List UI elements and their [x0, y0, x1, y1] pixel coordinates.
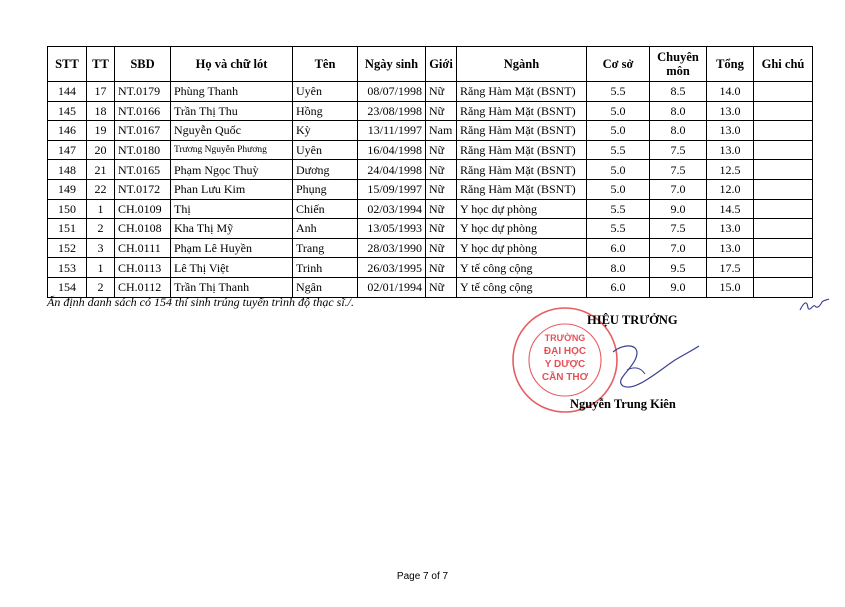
- cell-ngay-sinh: 13/05/1993: [358, 219, 426, 239]
- cell-co-so: 8.0: [587, 258, 650, 278]
- cell-co-so: 5.5: [587, 82, 650, 102]
- cell-gioi: Nữ: [426, 101, 457, 121]
- cell-tong: 13.0: [707, 219, 754, 239]
- cell-tong: 13.0: [707, 121, 754, 141]
- cell-stt: 149: [48, 179, 87, 199]
- header-sbd: SBD: [115, 47, 171, 82]
- cell-tong: 14.0: [707, 82, 754, 102]
- seal-text: ĐẠI HỌC: [543, 346, 587, 357]
- table-row: [48, 179, 813, 199]
- cell-ngay-sinh: 15/09/1997: [358, 179, 426, 199]
- cell-nganh: Y tế công cộng: [457, 277, 587, 297]
- cell-ten: Uyên: [293, 140, 358, 160]
- cell-sbd: NT.0166: [115, 101, 171, 121]
- cell-ngay-sinh: 08/07/1998: [358, 82, 426, 102]
- cell-chuyen-mon: 8.5: [650, 82, 707, 102]
- cell-nganh: Y học dự phòng: [457, 219, 587, 239]
- cell-ghi-chu: [754, 179, 813, 199]
- cell-tong: 13.0: [707, 238, 754, 258]
- cell-tt: 17: [87, 82, 115, 102]
- cell-ghi-chu: [754, 82, 813, 102]
- cell-ngay-sinh: 13/11/1997: [358, 121, 426, 141]
- cell-nganh: Y học dự phòng: [457, 238, 587, 258]
- cell-tt: 19: [87, 121, 115, 141]
- handwritten-signature: [605, 330, 705, 400]
- cell-ngay-sinh: 02/03/1994: [358, 199, 426, 219]
- cell-tong: 12.5: [707, 160, 754, 180]
- cell-ghi-chu: [754, 160, 813, 180]
- cell-tt: 21: [87, 160, 115, 180]
- cell-ho-lot: Phạm Lê Huyền: [171, 238, 293, 258]
- cell-nganh: Y tế công cộng: [457, 258, 587, 278]
- cell-tong: 13.0: [707, 101, 754, 121]
- cell-chuyen-mon: 8.0: [650, 121, 707, 141]
- cell-tt: 20: [87, 140, 115, 160]
- cell-gioi: Nữ: [426, 277, 457, 297]
- cell-co-so: 5.5: [587, 199, 650, 219]
- cell-nganh: Răng Hàm Mặt (BSNT): [457, 140, 587, 160]
- cell-stt: 152: [48, 238, 87, 258]
- header-tong: Tổng: [707, 47, 754, 82]
- cell-gioi: Nữ: [426, 219, 457, 239]
- cell-ngay-sinh: 24/04/1998: [358, 160, 426, 180]
- cell-tt: 1: [87, 258, 115, 278]
- cell-gioi: Nam: [426, 121, 457, 141]
- cell-nganh: Y học dự phòng: [457, 199, 587, 219]
- cell-tong: 15.0: [707, 277, 754, 297]
- cell-tt: 22: [87, 179, 115, 199]
- cell-ho-lot: Trần Thị Thu: [171, 101, 293, 121]
- cell-sbd: CH.0111: [115, 238, 171, 258]
- cell-tt: 2: [87, 277, 115, 297]
- cell-gioi: Nữ: [426, 258, 457, 278]
- cell-chuyen-mon: 7.0: [650, 238, 707, 258]
- cell-tong: 17.5: [707, 258, 754, 278]
- cell-stt: 153: [48, 258, 87, 278]
- header-ho-lot: Họ và chữ lót: [171, 47, 293, 82]
- cell-chuyen-mon: 9.5: [650, 258, 707, 278]
- cell-sbd: NT.0179: [115, 82, 171, 102]
- header-tt: TT: [87, 47, 115, 82]
- cell-gioi: Nữ: [426, 199, 457, 219]
- table-row: [48, 238, 813, 258]
- cell-ghi-chu: [754, 219, 813, 239]
- cell-co-so: 5.5: [587, 140, 650, 160]
- cell-tt: 1: [87, 199, 115, 219]
- cell-sbd: CH.0109: [115, 199, 171, 219]
- cell-ho-lot: Lê Thị Việt: [171, 258, 293, 278]
- cell-ghi-chu: [754, 258, 813, 278]
- seal-text: Y DƯỢC: [544, 359, 586, 370]
- header-chuyen-mon: Chuyên môn: [650, 47, 707, 82]
- cell-co-so: 6.0: [587, 238, 650, 258]
- table-row: [48, 140, 813, 160]
- cell-chuyen-mon: 9.0: [650, 199, 707, 219]
- cell-ho-lot: Nguyễn Quốc: [171, 121, 293, 141]
- cell-ten: Dương: [293, 160, 358, 180]
- cell-ho-lot: Phùng Thanh: [171, 82, 293, 102]
- cell-gioi: Nữ: [426, 82, 457, 102]
- cell-tong: 13.0: [707, 140, 754, 160]
- signature-block: [510, 305, 730, 415]
- table-row: [48, 219, 813, 239]
- seal-text: TRƯỜNG: [544, 333, 586, 343]
- cell-stt: 147: [48, 140, 87, 160]
- cell-sbd: CH.0108: [115, 219, 171, 239]
- cell-chuyen-mon: 7.5: [650, 219, 707, 239]
- page-number: Page 7 of 7: [396, 571, 449, 582]
- cell-chuyen-mon: 8.0: [650, 101, 707, 121]
- header-nganh: Ngành: [457, 47, 587, 82]
- signer-name: Nguyễn Trung Kiên: [570, 397, 676, 411]
- cell-ngay-sinh: 16/04/1998: [358, 140, 426, 160]
- cell-co-so: 6.0: [587, 277, 650, 297]
- cell-stt: 145: [48, 101, 87, 121]
- cell-co-so: 5.0: [587, 101, 650, 121]
- table-row: [48, 121, 813, 141]
- cell-gioi: Nữ: [426, 140, 457, 160]
- cell-nganh: Răng Hàm Mặt (BSNT): [457, 179, 587, 199]
- closing-note: Ấn định danh sách có 154 thí sinh trúng tuyển trình độ thạc sĩ./.: [47, 295, 354, 309]
- cell-ten: Kỳ: [293, 121, 358, 141]
- cell-stt: 154: [48, 277, 87, 297]
- cell-sbd: NT.0180: [115, 140, 171, 160]
- cell-ghi-chu: [754, 101, 813, 121]
- cell-ten: Ngân: [293, 277, 358, 297]
- cell-ngay-sinh: 02/01/1994: [358, 277, 426, 297]
- cell-sbd: CH.0113: [115, 258, 171, 278]
- cell-ten: Anh: [293, 219, 358, 239]
- cell-tt: 2: [87, 219, 115, 239]
- cell-sbd: NT.0172: [115, 179, 171, 199]
- cell-sbd: NT.0167: [115, 121, 171, 141]
- header-stt: STT: [48, 47, 87, 82]
- cell-ngay-sinh: 26/03/1995: [358, 258, 426, 278]
- cell-stt: 146: [48, 121, 87, 141]
- table-row: [48, 160, 813, 180]
- cell-ghi-chu: [754, 277, 813, 297]
- cell-chuyen-mon: 7.5: [650, 140, 707, 160]
- cell-co-so: 5.0: [587, 121, 650, 141]
- handwritten-initial: [798, 296, 830, 316]
- table-row: [48, 101, 813, 121]
- cell-ho-lot: Kha Thị Mỹ: [171, 219, 293, 239]
- cell-ghi-chu: [754, 121, 813, 141]
- cell-stt: 148: [48, 160, 87, 180]
- cell-ho-lot: Trần Thị Thanh: [171, 277, 293, 297]
- cell-nganh: Răng Hàm Mặt (BSNT): [457, 82, 587, 102]
- table-row: [48, 258, 813, 278]
- header-ten: Tên: [293, 47, 358, 82]
- cell-stt: 144: [48, 82, 87, 102]
- cell-nganh: Răng Hàm Mặt (BSNT): [457, 121, 587, 141]
- cell-chuyen-mon: 7.0: [650, 179, 707, 199]
- cell-chuyen-mon: 9.0: [650, 277, 707, 297]
- cell-ten: Trinh: [293, 258, 358, 278]
- cell-sbd: NT.0165: [115, 160, 171, 180]
- cell-ho-lot: Trương Nguyễn Phương: [171, 140, 293, 160]
- cell-ngay-sinh: 28/03/1990: [358, 238, 426, 258]
- cell-nganh: Răng Hàm Mặt (BSNT): [457, 101, 587, 121]
- cell-gioi: Nữ: [426, 160, 457, 180]
- cell-tong: 14.5: [707, 199, 754, 219]
- header-ngay-sinh: Ngày sinh: [358, 47, 426, 82]
- table-body: [48, 82, 813, 298]
- cell-ghi-chu: [754, 140, 813, 160]
- header-ghi-chu: Ghi chú: [754, 47, 813, 82]
- cell-ho-lot: Thị: [171, 199, 293, 219]
- cell-co-so: 5.0: [587, 160, 650, 180]
- table-row: [48, 199, 813, 219]
- seal-text: CẦN THƠ: [541, 372, 589, 383]
- cell-tt: 18: [87, 101, 115, 121]
- cell-gioi: Nữ: [426, 179, 457, 199]
- cell-stt: 151: [48, 219, 87, 239]
- cell-ten: Phụng: [293, 179, 358, 199]
- table-row: [48, 82, 813, 102]
- cell-tt: 3: [87, 238, 115, 258]
- cell-gioi: Nữ: [426, 238, 457, 258]
- cell-ghi-chu: [754, 199, 813, 219]
- cell-chuyen-mon: 7.5: [650, 160, 707, 180]
- cell-tong: 12.0: [707, 179, 754, 199]
- cell-sbd: CH.0112: [115, 277, 171, 297]
- header-co-so: Cơ sở: [587, 47, 650, 82]
- header-gioi: Giới: [426, 47, 457, 82]
- cell-co-so: 5.0: [587, 179, 650, 199]
- cell-ghi-chu: [754, 238, 813, 258]
- cell-ho-lot: Phạm Ngọc Thuỳ: [171, 160, 293, 180]
- cell-co-so: 5.5: [587, 219, 650, 239]
- cell-ten: Trang: [293, 238, 358, 258]
- cell-stt: 150: [48, 199, 87, 219]
- cell-ten: Hồng: [293, 101, 358, 121]
- cell-ho-lot: Phan Lưu Kim: [171, 179, 293, 199]
- cell-ngay-sinh: 23/08/1998: [358, 101, 426, 121]
- table-header-row: [48, 47, 813, 82]
- cell-ten: Uyên: [293, 82, 358, 102]
- cell-ten: Chiến: [293, 199, 358, 219]
- signer-title: HIỆU TRƯỞNG: [587, 313, 678, 327]
- cell-nganh: Răng Hàm Mặt (BSNT): [457, 160, 587, 180]
- results-table: [47, 46, 813, 298]
